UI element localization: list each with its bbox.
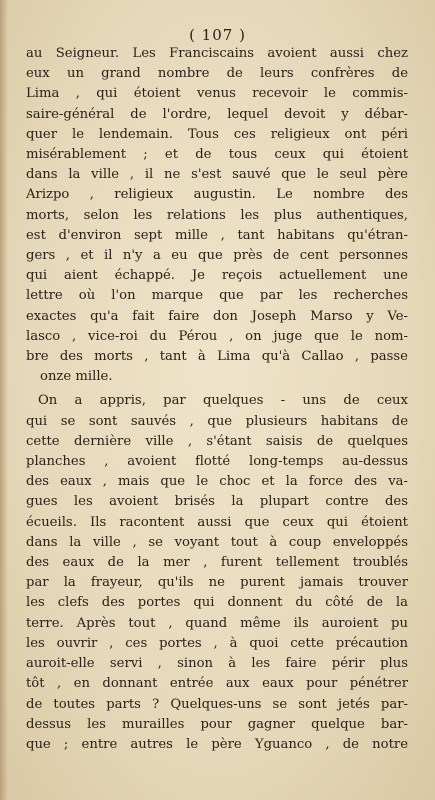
text-line: des eaux de la mer , furent tellement troublés	[26, 555, 408, 571]
text-line: des eaux , mais que le choc et la force des va-	[26, 474, 408, 490]
text-line: onze mille.	[40, 369, 113, 385]
text-line: Lima , qui étoient venus recevoir le commis-	[26, 86, 408, 102]
text-line: auroit-elle servi , sinon à les faire périr plus	[26, 656, 408, 672]
page-binding-shadow	[0, 0, 8, 800]
text-line: Arizpo , religieux augustin. Le nombre des	[26, 187, 408, 203]
text-line: lasco , vice-roi du Pérou , on juge que le nom-	[26, 328, 408, 344]
text-line: tôt , en donnant entrée aux eaux pour pénétrer	[26, 676, 408, 692]
page-number: ( 107 )	[189, 26, 246, 44]
text-line: au Seigneur. Les Franciscains avoient aussi chez	[26, 46, 408, 61]
text-line: morts, selon les relations les plus authentiques,	[26, 207, 408, 223]
text-line: les clefs des portes qui donnent du côté de la	[26, 595, 408, 611]
text-line: On a appris, par quelques - uns de ceux	[38, 393, 408, 409]
text-line: saire-général de l'ordre, lequel devoit y débar-	[26, 106, 408, 122]
text-line: qui se sont sauvés , que plusieurs habitans de	[26, 413, 408, 429]
text-line: bre des morts , tant à Lima qu'à Callao , passe	[26, 349, 408, 365]
body-text	[26, 44, 408, 755]
text-line: de toutes parts ? Quelques-uns se sont jetés par-	[26, 696, 408, 712]
text-line: qui aient échappé. Je reçois actuellement une	[26, 268, 408, 284]
text-line: par la frayeur, qu'ils ne purent jamais trouver	[26, 575, 408, 591]
text-line: eux un grand nombre de leurs confrères de	[26, 66, 408, 82]
text-line: misérablement ; et de tous ceux qui étoient	[26, 147, 408, 163]
text-line: les ouvrir , ces portes , à quoi cette précaution	[26, 635, 408, 651]
text-line: écueils. Ils racontent aussi que ceux qui étoient	[26, 514, 408, 530]
text-line: gers , et il n'y a eu que près de cent personnes	[26, 248, 408, 264]
text-line: dans la ville , il ne s'est sauvé que le seul père	[26, 167, 408, 183]
text-line: est d'environ sept mille , tant habitans qu'étran-	[26, 227, 408, 243]
text-line: lettre où l'on marque que par les recherches	[26, 288, 408, 304]
text-line: exactes qu'a fait faire don Joseph Marso y Ve-	[26, 308, 408, 324]
text-line: quer le lendemain. Tous ces religieux ont péri	[26, 126, 408, 142]
text-line: dessus les murailles pour gagner quelque bar-	[26, 716, 408, 732]
text-line: que ; entre autres le père Yguanco , de notre	[26, 736, 408, 752]
text-line: planches , avoient flotté long-temps au-dessus	[26, 454, 408, 470]
text-line: dans la ville , se voyant tout à coup enveloppés	[26, 534, 408, 550]
text-line: gues les avoient brisés la plupart contre des	[26, 494, 408, 510]
text-line: terre. Après tout , quand même ils auroient pu	[26, 615, 408, 631]
text-line: cette dernière ville , s'étant saisis de quelques	[26, 433, 408, 449]
